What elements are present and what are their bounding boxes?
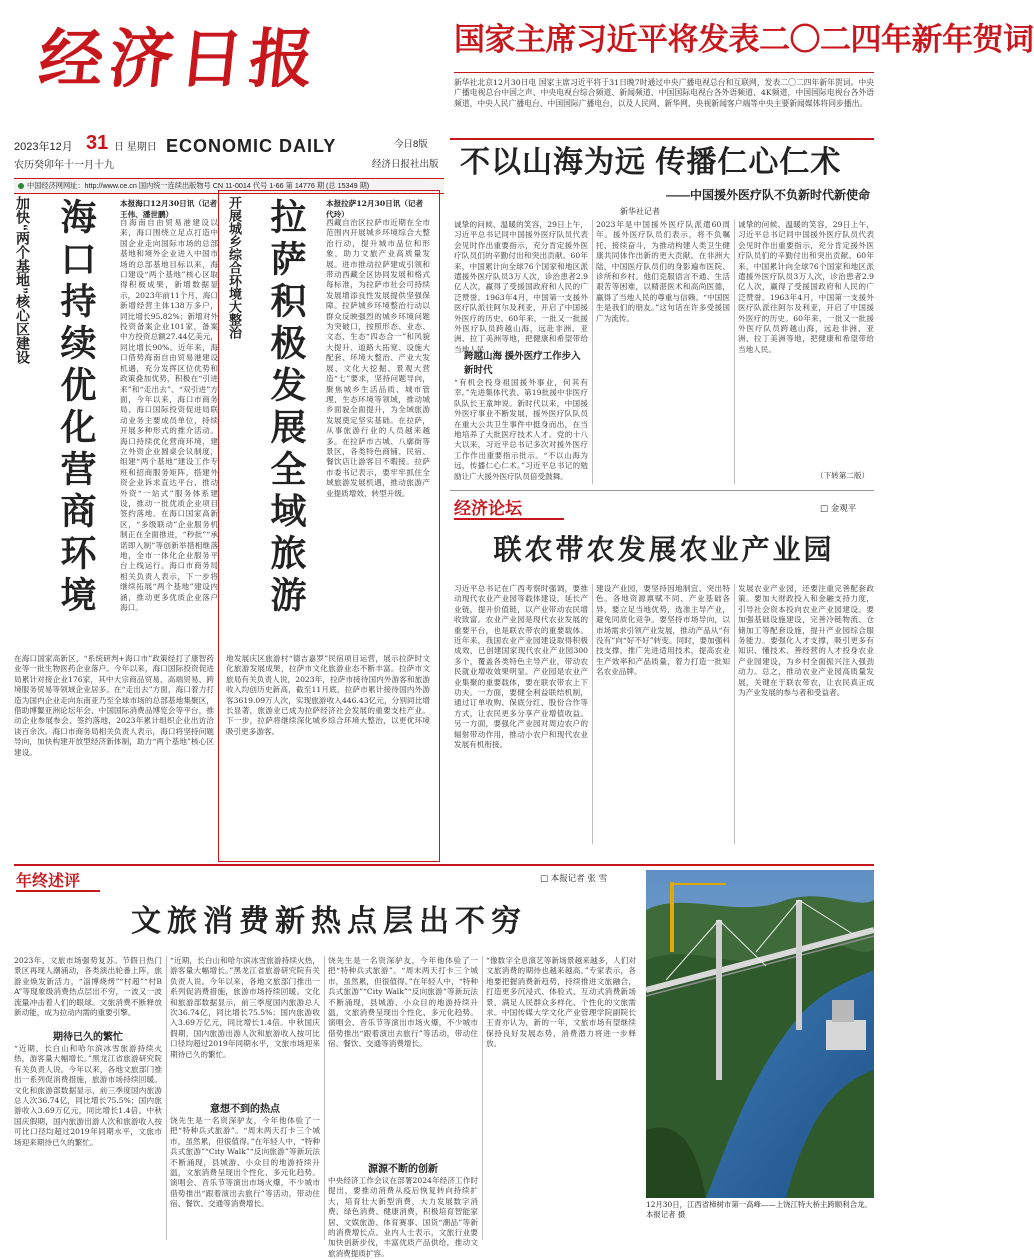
issue-day: 31 [86, 132, 109, 154]
feature-body-col3b: 中央经济工作会议在部署2024年经济工作时提出，要推动消费从疫后恢复转向持续扩大，培育壮大新型消费，大力发展数字消费、绿色消费、健康消费，积极培育智能家居、文娱旅游、体育赛事、国货“潮品”等新的消费增长点。业内人士表示，文旅行业要加快创新步伐，丰富优质产品供给，推动文旅消费提质扩容。 [328, 1176, 478, 1258]
feature-section-underline [16, 890, 100, 892]
editorial-section-underline [454, 518, 564, 520]
newspaper-logo: 经济日报 [35, 22, 324, 97]
aid-body-col2: 2023年是中国援外医疗队派遣60周年。援外医疗队员们表示，将不负嘱托、接续奋斗，为推动构建人类卫生健康共同体作出新的更大贡献。在非洲大陆，中国医疗队员们的身影遍布医院、诊所和乡村。他们克服语言不通、生活艰苦等困难，以精湛医术和高尚医德，赢得了当地人民的尊重与信赖。“中国医生是我们的朋友。”这句话在许多受援国广为流传。 [596, 220, 730, 323]
aid-body-col1b: “有机会投身祖国援外事业，何其有幸。”先进集体代表、第19批援中非医疗队队长王童坤说。新时代以来，中国援外医疗事业不断发展，援外医疗队队员在重大公共卫生事件中挺身而出，在当地培养了大批医疗技术人才。党的十八大以来，习近平总书记多次对援外医疗工作作出重要指示批示。“不以山海为远，传播仁心仁术。”习近平总书记的勉励让广大援外医疗队员倍受鼓舞。 [454, 378, 588, 481]
aid-subheadline: ——中国援外医疗队不负新时代新使命 [665, 188, 870, 202]
feature-body-col2b: 饶先生是一名资深驴友，今年他体验了一把“特种兵式旅游”。“周末两天打卡三个城市，虽然累，但很值得。”在年轻人中，“特种兵式旅游”“City Walk”“反向旅游”等新玩法不断涌现，县城游、小众目的地游持续升温，文旅消费呈现出个性化、多元化趋势。演唱会、音乐节等演出市场火爆，不少城市借势推出“跟着演出去旅行”等活动，带动住宿、餐饮、交通等消费增长。 [170, 1116, 320, 1209]
feature-body-col2a: “近期，长白山和哈尔滨冰雪旅游持续火热，游客量大幅增长。”黑龙江省旅游研究院有关负责人说。今年以来，各地文旅部门推出一系列促消费措施，旅游市场持续回暖。文化和旅游部数据显示，前三季度国内旅游总人次36.74亿，同比增长75.5%；国内旅游收入3.69万亿元，同比增长1.4倍。中秋国庆假期，国内旅游出游人次和旅游收入按可比口径均超过2019年同期水平，文旅市场迎来期待已久的繁忙。 [170, 956, 320, 1059]
lead-divider [454, 72, 874, 73]
column-divider [734, 584, 735, 844]
lunar-date: 农历癸卯年十一月十九 [14, 160, 114, 171]
haikou-kicker-box [14, 196, 50, 436]
editorial-section: 经济论坛 [454, 499, 522, 518]
haikou-body: 自海南自由贸易港建设以来，海口围绕立足点打造中国企业走向国际市场的总部基地和境外企业进入中国市场的总部基地目标以来，海口建设“两个基地”核心区取得积极成果，新增数据显示，2023年前11个月，海口新增经营主体138万多户，同比增长95.82%；新增对外投资备案企业101家，备案中方投资总额27.44亿美元，同比增长90%。近年来，海口借势海南自由贸易港建设机遇，充分发挥区位优势和政策叠加优势，积极在“引进来”和“走出去”、“双引进”方面，今年以来，海口市商务局、海口国际投资促进局联动业务主要成员单位，持续开展多种形式的推介活动。海口持续优化营商环境，建立外资企业圆桌会议制度，组建“两个基地”建设工作专班和招商服务矩阵，搭建外资企业诉求直达平台、推动外资“一站式”服务体系建设，推动一批优质企业项目签约落地。在海口国家高新区，“多级联动”企业服务机制正在全面推进，“秒批”“承诺即入制”等创新举措相继落地，全市一体化企业服务平台上线运行。海口市商务局相关负责人表示，下一步将继续拓展“两个基地”建设内涵，推动更多优质企业落户海口。 [120, 218, 218, 613]
english-name: ECONOMIC DAILY [166, 136, 337, 156]
column-divider [324, 956, 325, 1240]
feature-section: 年终述评 [16, 873, 81, 890]
issue-year-month: 2023年12月 [14, 141, 73, 153]
photo-caption: 12月30日，江西省樟树市第一高峰——上饶江特大桥主跨顺利合龙。本报记者 摄 [646, 1200, 872, 1219]
masthead-info [14, 132, 444, 178]
lhasa-body: 西藏自治区拉萨市近期在全市范围内开展城乡环境综合大整治行动，提升城市品位和形象，助力文旅产业高质量发展。进市推动拉萨建成引领和带动西藏全区协同发展和格式每标准，为拉萨市社会可持续发展增添良性发展提供坚强保障。拉萨城乡环境整治行动以群众反映强烈的城乡环境问题为突破口，按照形态、业态、文态、生态“四态合一”和风貌大提升、道路大拓宽、设施大配套、环境大整治、产业大发展、文化大挖掘、景观大营造“七”要求，坚持问题导向，聚焦城乡生活品质、城市管理、生态环境等领域，推动城乡面貌全面提升，为全域旅游发展奠定坚实基础。在拉萨，从事旅游行业的人员越来越多。在拉萨市古城、八廓街等景区，各类特色商铺、民宿、餐饮店让游客目不暇接。拉萨市委书记表示，要牢牢抓住全域旅游发展机遇，推动旅游产业提质增效、转型升级。 [326, 218, 430, 498]
lhasa-kicker: 开展城乡综合环境大整治 [227, 196, 242, 339]
feature-headline: 文旅消费新热点层出不穷 [131, 905, 527, 938]
column-divider [482, 956, 483, 1240]
feature-byline: □ 本报记者 张 雪 [540, 874, 608, 884]
editorial-author-name: 金观平 [830, 504, 857, 514]
editorial-body-col3: 发展农业产业园，还要注重完善配套政策。要加大财政投入和金融支持力度，引导社会资本投向农业产业园建设。要加强基础设施建设，完善冷链物流、仓储加工等配套设施，提升产业园综合服务能力。要强化人才支撑，吸引更多有知识、懂技术、善经营的人才投身农业产业园建设，为乡村全面振兴注入强劲动力。总之，推动农业产业园高质量发展，关键在于联农带农，让农民真正成为产业发展的参与者和受益者。 [738, 584, 874, 698]
aid-body-col3: 诚挚的问候、温暖的笑容，29日上午，习近平总书记同中国援外医疗队员代表会见时作出重要指示，充分肯定援外医疗队员们的辛勤付出和突出贡献。60年来，中国累计向全球76个国家和地区派遣援外医疗队员3万人次，诊治患者2.9亿人次，赢得了受援国政府和人民的广泛赞誉。1963年4月，中国第一支援外医疗队派往阿尔及利亚，开启了中国援外医疗的历史。60年来，一批又一批援外医疗队员跨越山海，远赴非洲、亚洲、拉丁美洲等地，把健康和希望带给当地人民。 [738, 220, 874, 354]
issue-weekday: 日 星期日 [114, 142, 157, 153]
feature-body-col4: “像数字全息演艺等新场景越来越多，人们对文旅消费的期待也越来越高。”专家表示，各地要把握消费新趋势，持续推进文旅融合，打造更多沉浸式、体验式、互动式消费新场景，满足人民群众多样化、个性化的文旅需求。中国传媒大学文化产业管理学院副院长王青亦认为，新的一年，文旅市场有望继续保持良好发展态势，消费潜力将进一步释放。 [486, 956, 636, 1049]
haikou-headline: 海口持续优化营商环境 [56, 198, 97, 618]
lhasa-body-2: 地发展庆区旅游村“德吉嘉罗”民宿项目运营，展示拉萨时文化旅游发展成果，拉萨市文化旅游业态不断丰富。拉萨市文旅局有关负责人说，2023年，拉萨市接待国内外游客和旅游收入均创历史新高，截至11月底，拉萨市累计接待国内外游客3619.09万人次，实现旅游收入446.43亿元，分别同比增长显著，旅游业已成为拉萨经济社会发展的重要支柱产业。下一步，拉萨将继续深化城乡综合环境大整治，以更优环境吸引更多游客。 [226, 654, 430, 736]
editorial-headline: 联农带农发展农业产业园 [493, 534, 835, 565]
lead-headline: 国家主席习近平将发表二〇二四年新年贺词 [454, 22, 1034, 57]
haikou-body-2: 在海口国家高新区，“系统研判+海口市”政策经打了康智药业等一批生物医药企业落户。今年以来，海口国际投资促进局累计对接企业176家，其中大宗商品贸易、高端贸易、跨境服务贸易等领域企业居多。在“走出去”方面，海口着力打造为国内企业走向东南亚乃至全球市场的总部基地集聚区，借助博鳌亚洲论坛年会、中国国际消费品博览会等平台，推动企业参展参会、签约落地，2023年累计组织企业出访洽谈百余次。海口市商务局相关负责人表示，海口将坚持问题导向，加快构建开放型经济新体制，助力“两个基地”核心区建设。 [14, 654, 214, 757]
editorial-body-col1: 习近平总书记在广西考察时强调，要推动现代农业产业园等载体建设，延长产业链，提升价值链，以产业带动农民增收致富。农业产业园是现代农业发展的重要平台，也是联农带农的重要载体。近年来，我国农业产业园建设取得积极成效，已创建国家现代农业产业园300多个，覆盖各类特色主导产业，带动农民就业增收效果明显。产业园是农业产业集聚的重要载体，要在联农带农上下功夫。一方面，要健全利益联结机制，通过订单收购、保底分红、股份合作等方式，让农民更多分享产业增值收益。另一方面，要强化产业园对周边农户的辐射带动作用，推动小农户和现代农业发展有机衔接。 [454, 584, 588, 750]
lhasa-headline: 拉萨积极发展全域旅游 [266, 198, 307, 618]
aid-headline: 不以山海为远 传播仁心仁术 [460, 146, 842, 179]
feature-body-col1a: 2023年，文旅市场强势复苏。节假日热门景区再现人潮涌动，各类演出轮番上阵，旅游业焕发新活力，“淄博烧烤”“村超”“村BA”等现象级消费热点层出不穷，一波又一波流量冲击着人们的眼球。文旅消费不断释放新动能，成为拉动内需的重要引擎。 [14, 956, 162, 1018]
feature-subhead-3: 源源不断的创新 [368, 1164, 438, 1175]
feature-body-col3a: 饶先生是一名资深驴友，今年他体验了一把“特种兵式旅游”。“周末两天打卡三个城市，虽然累，但很值得。”在年轻人中，“特种兵式旅游”“City Walk”“反向旅游”等新玩法不断涌现，县城游、小众目的地游持续升温，文旅消费呈现出个性化、多元化趋势。演唱会、音乐节等演出市场火爆，不少城市借势推出“跟着演出去旅行”等活动，带动住宿、餐饮、交通等消费增长。 [328, 956, 478, 1049]
lead-body: 新华社北京12月30日电 国家主席习近平将于31日晚7时通过中央广播电视总台和互联网，发表二〇二四年新年贺词。中央广播电视总台中国之声、中央电视台综合频道、新闻频道、中国国际电视台各外语频道、4K频道，中国国际电视台各外语频道，中央人民广播电台、中国国际广播电台，以及人民网、新华网、央视新闻客户端等中央主要新闻媒体将同步播出。 [454, 78, 874, 108]
lhasa-headline-box [262, 198, 318, 618]
aid-body-col1: 诚挚的问候、温暖的笑容，29日上午，习近平总书记同中国援外医疗队员代表会见时作出重要指示，充分肯定援外医疗队员们的辛勤付出和突出贡献。60年来，中国累计向全球76个国家和地区派遣援外医疗队员3万人次，诊治患者2.9亿人次，赢得了受援国政府和人民的广泛赞誉。1963年4月，中国第一支援外医疗队派往阿尔及利亚，开启了中国援外医疗的历史。60年来，一批又一批援外医疗队员跨越山海，远赴非洲、亚洲、拉丁美洲等地，把健康和希望带给当地人民。 [454, 220, 588, 354]
feature-subhead-2: 意想不到的热点 [210, 1104, 280, 1115]
info-line: 中国经济网网址：http://www.ce.cn 国内统一连续出版物号 CN 11-0014 代号 1-66 第 14776 期 (总 15349 期) [27, 181, 370, 190]
globe-icon [18, 183, 24, 189]
page-count: 今日8版 [394, 139, 428, 150]
editorial-body-col2: 建设产业园，要坚持因地制宜、突出特色。各地资源禀赋不同、产业基础各异，要立足当地优势，选准主导产业，避免同质化竞争。要坚持市场导向，以市场需求引领产业发展，推动产品从“有没有”向“好不好”转变。同时，要加强科技支撑，推广先进适用技术，提高农业生产效率和产品质量，着力打造一批知名农业品牌。 [596, 584, 730, 677]
editorial-author: □ 金观平 [820, 504, 857, 514]
bridge-photo [646, 870, 874, 1198]
publisher: 经济日报社出版 [372, 159, 439, 170]
editorial-rule [450, 490, 874, 491]
lhasa-byline: 本报拉萨12月30日讯（记者代玲） [326, 199, 424, 219]
aid-subheadline-2: 跨越山海 援外医疗工作步入新时代 [464, 351, 581, 376]
feature-subhead-1: 期待已久的繁忙 [53, 1032, 123, 1043]
column-divider [166, 956, 167, 1240]
feature-body-col1b: “近期，长白山和哈尔滨冰雪旅游持续火热，游客量大幅增长。”黑龙江省旅游研究院有关负责人说。今年以来，各地文旅部门推出一系列促消费措施，旅游市场持续回暖。文化和旅游部数据显示，前三季度国内旅游总人次36.74亿，同比增长75.5%；国内旅游收入3.69万亿元，同比增长1.4倍。中秋国庆假期，国内旅游出游人次和旅游收入按可比口径均超过2019年同期水平，文旅市场迎来期待已久的繁忙。 [14, 1044, 162, 1147]
column-divider [592, 220, 593, 484]
feature-byline-text: 本报记者 张 雪 [550, 874, 608, 884]
haikou-headline-box [52, 198, 108, 618]
feature-rule [14, 864, 874, 866]
bridge-photo-image [646, 870, 874, 1198]
column-divider [734, 220, 735, 484]
aid-byline: 新华社记者 [620, 207, 660, 216]
column-divider [592, 584, 593, 844]
haikou-kicker: 加快“两个基地”核心区建设 [15, 196, 31, 364]
lhasa-kicker-box [226, 196, 254, 416]
haikou-byline: 本报海口12月30日讯（记者王伟、潘世鹏） [120, 199, 218, 219]
aid-continued: （下转第二版） [816, 471, 870, 480]
